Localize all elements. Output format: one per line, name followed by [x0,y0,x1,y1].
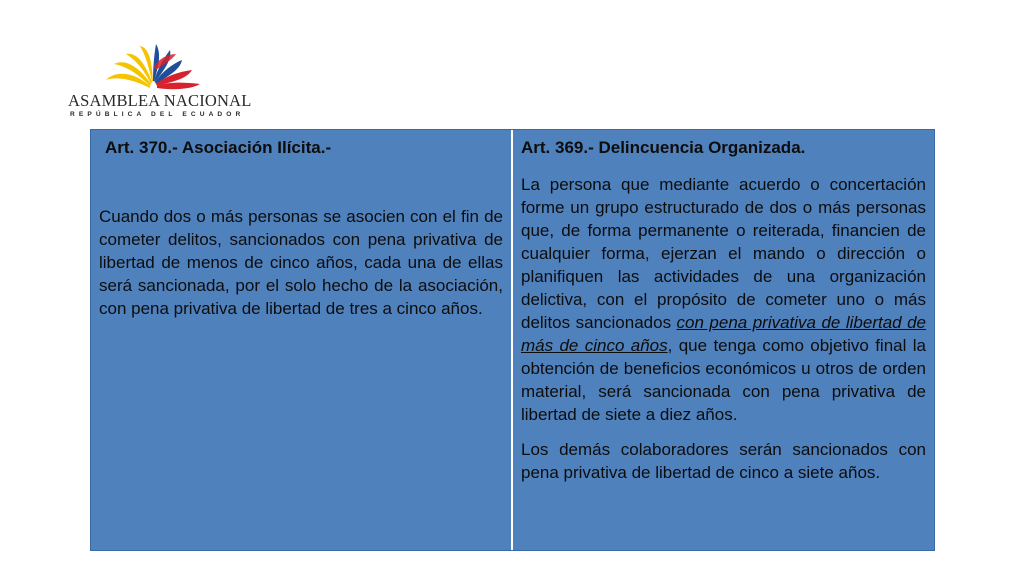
logo-name: ASAMBLEA NACIONAL [68,91,252,110]
article-370-heading: Art. 370.- Asociación Ilícita.- [105,138,332,157]
article-369-text-start: La persona que mediante acuerdo o concertación forme un grupo estructurado de dos o más personas que, de forma permanente o reiterada, financien de cualquier forma, ejerzan el mando o dirección o planifiquen las actividades de una organización delictiva, con el propósito de cometer uno o más delitos sancionados [521,175,926,332]
article-369-text [521,173,926,426]
article-369-collaborators-text: Los demás colaboradores serán sancionados con pena privativa de libertad de cinco a siete años. [521,440,926,482]
article-370-text: Cuando dos o más personas se asocien con el fin de cometer delitos, sancionados con pena privativa de libertad de menos de cinco años, cada una de ellas será sancionada, por el solo hecho de la asociación, con pena privativa de libertad de tres a cinco años. [99,207,503,318]
article-369-column [513,130,934,550]
comparison-table [90,129,935,551]
asamblea-logo [66,40,252,120]
article-370-column [91,130,513,550]
sun-rays-logo-icon [104,40,204,90]
article-369-text-end: , que tenga como objetivo final la obtención de beneficios económicos u otros de orden material, será sancionada con pena privativa de libertad de siete a diez años. [521,336,926,424]
article-369-heading: Art. 369.- Delincuencia Organizada. [521,138,806,157]
logo-subtitle: REPÚBLICA DEL ECUADOR [70,111,245,118]
article-369-emphasis: con pena privativa de libertad de más de cinco años [521,313,926,355]
